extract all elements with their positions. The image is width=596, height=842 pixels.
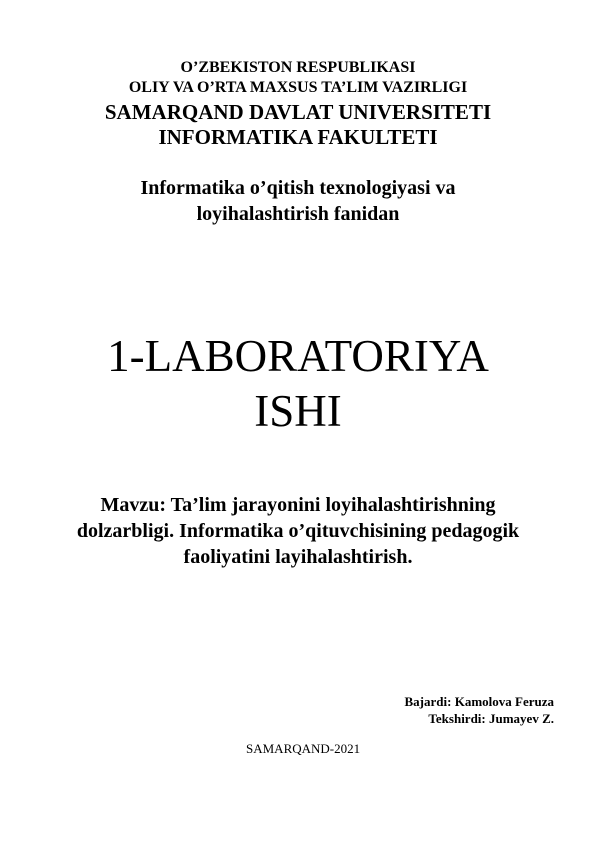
faculty-heading: INFORMATIKA FAKULTETI (158, 125, 438, 149)
university-heading: SAMARQAND DAVLAT UNIVERSITETI (104, 100, 492, 124)
ministry-heading: OLIY VA O’RTA MAXSUS TA’LIM VAZIRLIGI (128, 79, 468, 96)
subject-line-1: Informatika o’qitish texnologiyasi va (140, 177, 456, 199)
checked-by: Tekshirdi: Jumayev Z. (428, 711, 554, 726)
republic-heading: O’ZBEKISTON RESPUBLIKASI (180, 59, 416, 76)
work-title-line-1: 1-LABORATORIYA (107, 331, 489, 381)
performed-by: Bajardi: Kamolova Feruza (404, 694, 554, 709)
subject-line-2: loyihalashtirish fanidan (196, 203, 400, 225)
topic-line-2: dolzarbligi. Informatika o’qituvchisining pedagogik (76, 520, 520, 542)
work-title-line-2: ISHI (254, 386, 342, 436)
topic-line-3: faoliyatini layihalashtirish. (183, 546, 413, 568)
city-year: SAMARQAND-2021 (246, 741, 361, 756)
topic-line-1: Mavzu: Ta’lim jarayonini loyihalashtirishning (100, 494, 496, 516)
